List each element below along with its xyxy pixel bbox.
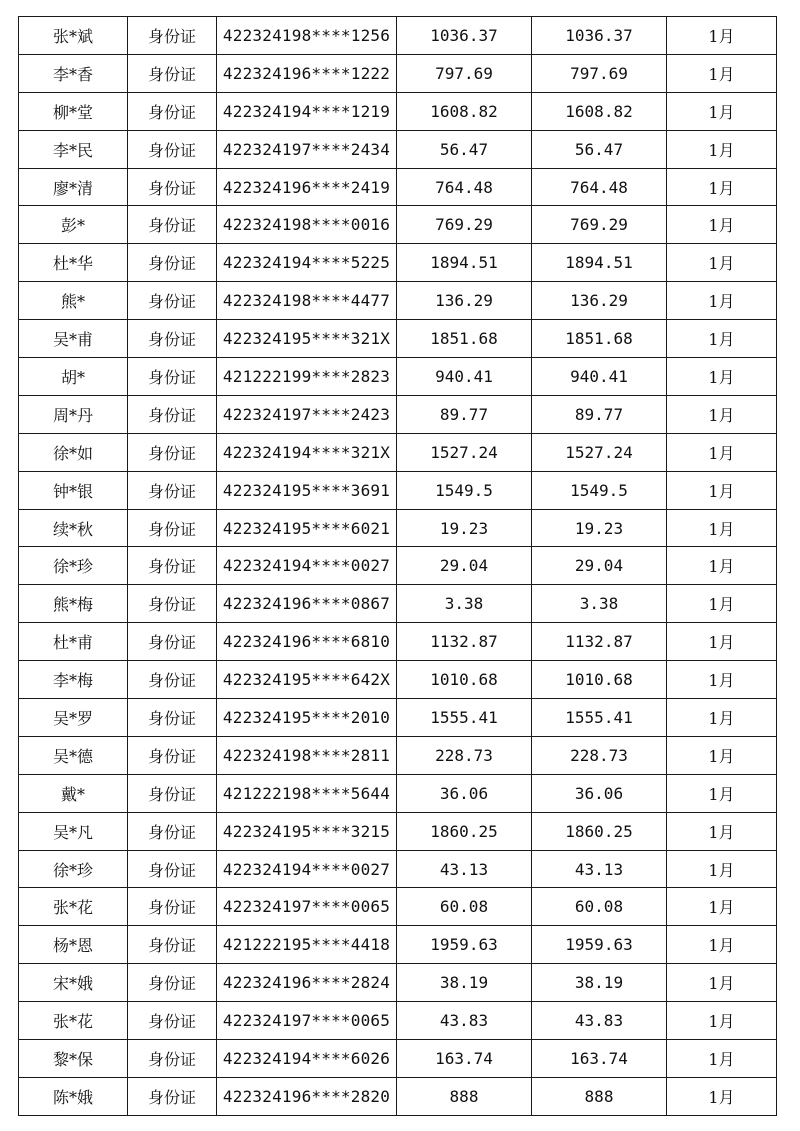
name-cell: 李*香 — [19, 54, 128, 92]
month-cell: 1月 — [667, 736, 777, 774]
table-row — [19, 509, 777, 547]
payout-amount-cell: 769.29 — [532, 206, 667, 244]
table-row — [19, 17, 777, 55]
table-row — [19, 812, 777, 850]
id-type-cell: 身份证 — [128, 736, 217, 774]
id-type-cell: 身份证 — [128, 964, 217, 1002]
month-cell: 1月 — [667, 623, 777, 661]
table-row — [19, 168, 777, 206]
id-type-cell: 身份证 — [128, 54, 217, 92]
amount-cell: 1608.82 — [397, 92, 532, 130]
amount-cell: 1555.41 — [397, 699, 532, 737]
payout-amount-cell: 940.41 — [532, 358, 667, 396]
month-cell: 1月 — [667, 964, 777, 1002]
amount-cell: 1549.5 — [397, 471, 532, 509]
payout-amount-cell: 43.13 — [532, 850, 667, 888]
table-row — [19, 130, 777, 168]
id-number-cell: 422324195****2010 — [217, 699, 397, 737]
name-cell: 吴*罗 — [19, 699, 128, 737]
table-row — [19, 206, 777, 244]
month-cell: 1月 — [667, 850, 777, 888]
amount-cell: 769.29 — [397, 206, 532, 244]
name-cell: 廖*清 — [19, 168, 128, 206]
month-cell: 1月 — [667, 471, 777, 509]
name-cell: 熊* — [19, 282, 128, 320]
name-cell: 彭* — [19, 206, 128, 244]
payout-amount-cell: 89.77 — [532, 395, 667, 433]
id-type-cell: 身份证 — [128, 547, 217, 585]
month-cell: 1月 — [667, 433, 777, 471]
id-number-cell: 422324198****0016 — [217, 206, 397, 244]
id-type-cell: 身份证 — [128, 471, 217, 509]
name-cell: 徐*如 — [19, 433, 128, 471]
month-cell: 1月 — [667, 282, 777, 320]
payout-amount-cell: 43.83 — [532, 1002, 667, 1040]
name-cell: 钟*银 — [19, 471, 128, 509]
id-type-cell: 身份证 — [128, 509, 217, 547]
amount-cell: 1010.68 — [397, 661, 532, 699]
id-type-cell: 身份证 — [128, 661, 217, 699]
month-cell: 1月 — [667, 1002, 777, 1040]
id-number-cell: 422324198****2811 — [217, 736, 397, 774]
name-cell: 胡* — [19, 358, 128, 396]
amount-cell: 764.48 — [397, 168, 532, 206]
roster-table — [18, 16, 777, 1116]
name-cell: 杜*甫 — [19, 623, 128, 661]
payout-amount-cell: 1549.5 — [532, 471, 667, 509]
amount-cell: 940.41 — [397, 358, 532, 396]
table-row — [19, 964, 777, 1002]
payout-amount-cell: 797.69 — [532, 54, 667, 92]
name-cell: 戴* — [19, 774, 128, 812]
name-cell: 张*花 — [19, 888, 128, 926]
id-number-cell: 422324196****6810 — [217, 623, 397, 661]
name-cell: 李*梅 — [19, 661, 128, 699]
payout-amount-cell: 1959.63 — [532, 926, 667, 964]
name-cell: 张*花 — [19, 1002, 128, 1040]
id-number-cell: 422324197****0065 — [217, 1002, 397, 1040]
id-type-cell: 身份证 — [128, 130, 217, 168]
id-number-cell: 421222195****4418 — [217, 926, 397, 964]
month-cell: 1月 — [667, 547, 777, 585]
table-row — [19, 471, 777, 509]
month-cell: 1月 — [667, 509, 777, 547]
table-row — [19, 433, 777, 471]
name-cell: 徐*珍 — [19, 850, 128, 888]
amount-cell: 1527.24 — [397, 433, 532, 471]
id-number-cell: 422324194****1219 — [217, 92, 397, 130]
id-type-cell: 身份证 — [128, 812, 217, 850]
id-number-cell: 422324195****321X — [217, 320, 397, 358]
amount-cell: 43.13 — [397, 850, 532, 888]
id-number-cell: 422324197****2434 — [217, 130, 397, 168]
name-cell: 徐*珍 — [19, 547, 128, 585]
month-cell: 1月 — [667, 395, 777, 433]
id-number-cell: 421222198****5644 — [217, 774, 397, 812]
payout-amount-cell: 1608.82 — [532, 92, 667, 130]
table-row — [19, 395, 777, 433]
month-cell: 1月 — [667, 244, 777, 282]
month-cell: 1月 — [667, 585, 777, 623]
id-type-cell: 身份证 — [128, 282, 217, 320]
id-type-cell: 身份证 — [128, 1077, 217, 1115]
amount-cell: 36.06 — [397, 774, 532, 812]
id-number-cell: 422324197****0065 — [217, 888, 397, 926]
amount-cell: 56.47 — [397, 130, 532, 168]
payout-amount-cell: 1851.68 — [532, 320, 667, 358]
month-cell: 1月 — [667, 206, 777, 244]
id-type-cell: 身份证 — [128, 433, 217, 471]
table-row — [19, 547, 777, 585]
payout-amount-cell: 38.19 — [532, 964, 667, 1002]
name-cell: 宋*娥 — [19, 964, 128, 1002]
id-number-cell: 422324195****3215 — [217, 812, 397, 850]
id-number-cell: 422324195****6021 — [217, 509, 397, 547]
amount-cell: 89.77 — [397, 395, 532, 433]
id-number-cell: 422324196****1222 — [217, 54, 397, 92]
table-row — [19, 1002, 777, 1040]
table-row — [19, 358, 777, 396]
id-number-cell: 422324197****2423 — [217, 395, 397, 433]
month-cell: 1月 — [667, 1040, 777, 1078]
table-row — [19, 320, 777, 358]
month-cell: 1月 — [667, 699, 777, 737]
payout-amount-cell: 163.74 — [532, 1040, 667, 1078]
table-row — [19, 585, 777, 623]
payout-amount-cell: 1132.87 — [532, 623, 667, 661]
amount-cell: 1851.68 — [397, 320, 532, 358]
amount-cell: 19.23 — [397, 509, 532, 547]
id-type-cell: 身份证 — [128, 1002, 217, 1040]
payout-amount-cell: 29.04 — [532, 547, 667, 585]
name-cell: 续*秋 — [19, 509, 128, 547]
id-number-cell: 422324194****0027 — [217, 850, 397, 888]
month-cell: 1月 — [667, 812, 777, 850]
payout-amount-cell: 228.73 — [532, 736, 667, 774]
month-cell: 1月 — [667, 320, 777, 358]
id-type-cell: 身份证 — [128, 774, 217, 812]
id-type-cell: 身份证 — [128, 1040, 217, 1078]
id-number-cell: 422324195****642X — [217, 661, 397, 699]
id-number-cell: 422324195****3691 — [217, 471, 397, 509]
amount-cell: 43.83 — [397, 1002, 532, 1040]
payout-amount-cell: 60.08 — [532, 888, 667, 926]
name-cell: 杨*恩 — [19, 926, 128, 964]
amount-cell: 3.38 — [397, 585, 532, 623]
id-type-cell: 身份证 — [128, 92, 217, 130]
name-cell: 吴*凡 — [19, 812, 128, 850]
id-type-cell: 身份证 — [128, 623, 217, 661]
name-cell: 周*丹 — [19, 395, 128, 433]
amount-cell: 1894.51 — [397, 244, 532, 282]
id-number-cell: 422324196****2824 — [217, 964, 397, 1002]
id-number-cell: 422324198****1256 — [217, 17, 397, 55]
table-row — [19, 1077, 777, 1115]
name-cell: 柳*堂 — [19, 92, 128, 130]
table-row — [19, 888, 777, 926]
id-number-cell: 422324194****5225 — [217, 244, 397, 282]
payout-amount-cell: 764.48 — [532, 168, 667, 206]
amount-cell: 797.69 — [397, 54, 532, 92]
id-type-cell: 身份证 — [128, 699, 217, 737]
id-type-cell: 身份证 — [128, 206, 217, 244]
table-row — [19, 774, 777, 812]
table-row — [19, 92, 777, 130]
table-row — [19, 1040, 777, 1078]
id-type-cell: 身份证 — [128, 358, 217, 396]
table-row — [19, 244, 777, 282]
id-type-cell: 身份证 — [128, 244, 217, 282]
table-row — [19, 699, 777, 737]
month-cell: 1月 — [667, 1077, 777, 1115]
amount-cell: 60.08 — [397, 888, 532, 926]
amount-cell: 29.04 — [397, 547, 532, 585]
name-cell: 杜*华 — [19, 244, 128, 282]
table-row — [19, 623, 777, 661]
id-type-cell: 身份证 — [128, 395, 217, 433]
month-cell: 1月 — [667, 888, 777, 926]
table-row — [19, 661, 777, 699]
amount-cell: 888 — [397, 1077, 532, 1115]
payout-amount-cell: 1555.41 — [532, 699, 667, 737]
amount-cell: 1132.87 — [397, 623, 532, 661]
id-type-cell: 身份证 — [128, 17, 217, 55]
month-cell: 1月 — [667, 168, 777, 206]
id-number-cell: 422324194****321X — [217, 433, 397, 471]
id-type-cell: 身份证 — [128, 168, 217, 206]
id-type-cell: 身份证 — [128, 926, 217, 964]
payout-amount-cell: 3.38 — [532, 585, 667, 623]
month-cell: 1月 — [667, 92, 777, 130]
table-row — [19, 850, 777, 888]
id-type-cell: 身份证 — [128, 850, 217, 888]
table-row — [19, 282, 777, 320]
table-row — [19, 54, 777, 92]
amount-cell: 1860.25 — [397, 812, 532, 850]
month-cell: 1月 — [667, 17, 777, 55]
id-type-cell: 身份证 — [128, 320, 217, 358]
amount-cell: 1036.37 — [397, 17, 532, 55]
payout-amount-cell: 1010.68 — [532, 661, 667, 699]
id-number-cell: 422324196****2820 — [217, 1077, 397, 1115]
payout-amount-cell: 888 — [532, 1077, 667, 1115]
id-number-cell: 422324198****4477 — [217, 282, 397, 320]
month-cell: 1月 — [667, 774, 777, 812]
month-cell: 1月 — [667, 358, 777, 396]
table-row — [19, 736, 777, 774]
payout-amount-cell: 1036.37 — [532, 17, 667, 55]
id-number-cell: 421222199****2823 — [217, 358, 397, 396]
month-cell: 1月 — [667, 661, 777, 699]
amount-cell: 38.19 — [397, 964, 532, 1002]
amount-cell: 163.74 — [397, 1040, 532, 1078]
roster-table-body — [19, 17, 777, 1116]
name-cell: 张*斌 — [19, 17, 128, 55]
payout-amount-cell: 136.29 — [532, 282, 667, 320]
name-cell: 吴*甫 — [19, 320, 128, 358]
id-number-cell: 422324194****6026 — [217, 1040, 397, 1078]
month-cell: 1月 — [667, 926, 777, 964]
name-cell: 黎*保 — [19, 1040, 128, 1078]
payout-amount-cell: 1860.25 — [532, 812, 667, 850]
amount-cell: 228.73 — [397, 736, 532, 774]
id-type-cell: 身份证 — [128, 585, 217, 623]
id-number-cell: 422324196****2419 — [217, 168, 397, 206]
id-number-cell: 422324194****0027 — [217, 547, 397, 585]
name-cell: 陈*娥 — [19, 1077, 128, 1115]
table-row — [19, 926, 777, 964]
month-cell: 1月 — [667, 130, 777, 168]
payout-amount-cell: 1894.51 — [532, 244, 667, 282]
payout-amount-cell: 36.06 — [532, 774, 667, 812]
amount-cell: 1959.63 — [397, 926, 532, 964]
payout-amount-cell: 19.23 — [532, 509, 667, 547]
name-cell: 吴*德 — [19, 736, 128, 774]
payout-amount-cell: 56.47 — [532, 130, 667, 168]
id-number-cell: 422324196****0867 — [217, 585, 397, 623]
name-cell: 熊*梅 — [19, 585, 128, 623]
amount-cell: 136.29 — [397, 282, 532, 320]
id-type-cell: 身份证 — [128, 888, 217, 926]
month-cell: 1月 — [667, 54, 777, 92]
payout-amount-cell: 1527.24 — [532, 433, 667, 471]
name-cell: 李*民 — [19, 130, 128, 168]
